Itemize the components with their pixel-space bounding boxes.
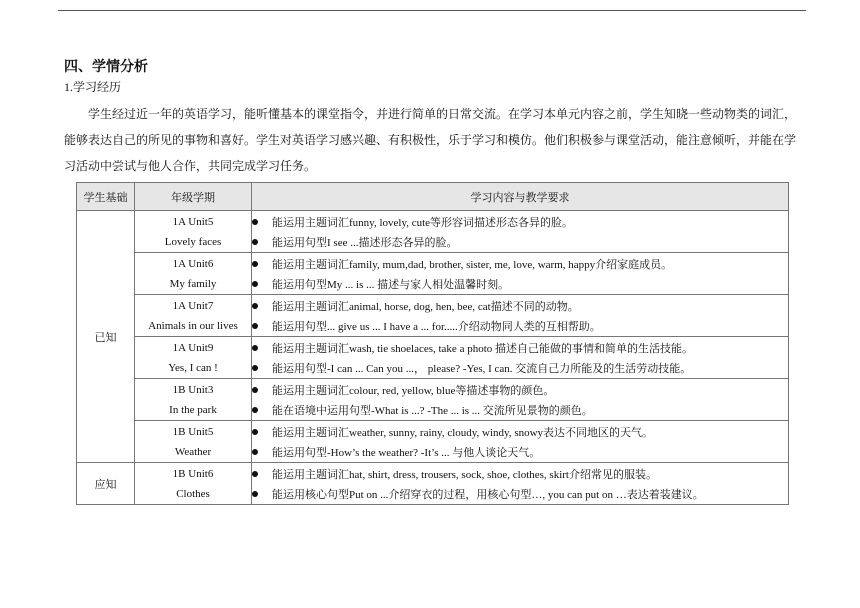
- group-should-know: 应知: [77, 463, 135, 505]
- unit-code: 1B Unit3: [172, 383, 214, 396]
- requirement-text: 能在语境中运用句型-What is ...? -The ... is ... 交流所见景物的颜色。: [272, 404, 593, 417]
- requirement-text: 能运用句型-How’s the weather? -It’s ... 与他人谈论天气。: [272, 446, 541, 459]
- list-item: [252, 274, 788, 294]
- bullet-icon: [252, 239, 258, 245]
- unit-cell: [135, 421, 252, 463]
- bullet-icon: [252, 323, 258, 329]
- header-grade-term: 年级学期: [135, 183, 252, 211]
- table-row: [77, 337, 789, 379]
- unit-cell: [135, 337, 252, 379]
- list-item: [252, 442, 788, 462]
- table-row: [77, 253, 789, 295]
- requirements-cell: [252, 463, 789, 505]
- unit-code: 1B Unit5: [172, 425, 214, 438]
- unit-code: 1B Unit6: [172, 467, 214, 480]
- requirement-text: 能运用句型... give us ... I have a ... for.....介绍动物同人类的互相帮助。: [272, 320, 601, 333]
- list-item: [252, 296, 788, 316]
- list-item: [252, 338, 788, 358]
- table-row: [77, 379, 789, 421]
- bullet-icon: [252, 407, 258, 413]
- requirement-text: 能运用句型-I can ... Can you ...， please? -Yes, I can. 交流自己力所能及的生活劳动技能。: [272, 362, 692, 375]
- requirement-text: 能运用句型My ... is ... 描述与家人相处温馨时刻。: [272, 278, 510, 291]
- table-row: [77, 295, 789, 337]
- unit-title: Animals in our lives: [148, 319, 238, 332]
- bullet-icon: [252, 281, 258, 287]
- unit-title: Lovely faces: [164, 235, 222, 248]
- requirement-text: 能运用主题词汇weather, sunny, rainy, cloudy, windy, snowy表达不同地区的天气。: [272, 426, 654, 439]
- list-item: [252, 232, 788, 252]
- unit-title: Weather: [174, 445, 212, 458]
- bullet-icon: [252, 491, 258, 497]
- unit-cell: [135, 463, 252, 505]
- bullet-icon: [252, 429, 258, 435]
- list-item: [252, 358, 788, 378]
- table-header-row: [77, 183, 789, 211]
- unit-cell: [135, 253, 252, 295]
- list-item: [252, 254, 788, 274]
- list-item: [252, 484, 788, 504]
- unit-title: Clothes: [176, 487, 210, 500]
- list-item: [252, 400, 788, 420]
- requirement-text: 能运用主题词汇animal, horse, dog, hen, bee, cat描述不同的动物。: [272, 300, 579, 313]
- unit-code: 1A Unit9: [172, 341, 214, 354]
- list-item: [252, 380, 788, 400]
- bullet-icon: [252, 219, 258, 225]
- requirement-text: 能运用主题词汇family, mum,dad, brother, sister, me, love, warm, happy介绍家庭成员。: [272, 258, 673, 271]
- table-row: [77, 421, 789, 463]
- learning-content-table: [76, 182, 789, 505]
- requirements-cell: [252, 421, 789, 463]
- bullet-icon: [252, 449, 258, 455]
- bullet-icon: [252, 345, 258, 351]
- bullet-icon: [252, 303, 258, 309]
- requirement-text: 能运用主题词汇funny, lovely, cute等形容词描述形态各异的脸。: [272, 216, 574, 229]
- bullet-icon: [252, 261, 258, 267]
- header-rule: [58, 10, 806, 11]
- list-item: [252, 212, 788, 232]
- requirement-text: 能运用句型I see ...描述形态各异的脸。: [272, 236, 458, 249]
- list-item: [252, 422, 788, 442]
- list-item: [252, 316, 788, 336]
- section-title: 四、学情分析: [64, 59, 148, 75]
- table-row: [77, 211, 789, 253]
- bullet-icon: [252, 365, 258, 371]
- requirement-text: 能运用主题词汇hat, shirt, dress, trousers, sock, shoe, clothes, skirt介绍常见的服装。: [272, 468, 657, 481]
- requirement-text: 能运用主题词汇wash, tie shoelaces, take a photo 描述自己能做的事情和简单的生活技能。: [272, 342, 694, 355]
- table-row: [77, 463, 789, 505]
- requirements-cell: [252, 295, 789, 337]
- unit-title: My family: [169, 277, 217, 290]
- unit-cell: [135, 211, 252, 253]
- header-content-requirements: 学习内容与教学要求: [252, 183, 789, 211]
- unit-title: Yes, I can !: [168, 361, 218, 374]
- learning-experience-paragraph: 学生经过近一年的英语学习，能听懂基本的课堂指令，并进行简单的日常交流。在学习本单元内容之前，学生知晓一些动物类的词汇，能够表达自己的所见的事物和喜好。学生对英语学习感兴趣、有积极性，乐于学习和模仿。他们积极参与课堂活动，能注意倾听，并能在学习活动中尝试与他人合作，共同完成学习任务。: [64, 107, 797, 173]
- bullet-icon: [252, 387, 258, 393]
- list-item: [252, 464, 788, 484]
- unit-code: 1A Unit6: [172, 257, 214, 270]
- unit-code: 1A Unit5: [172, 215, 214, 228]
- requirements-cell: [252, 253, 789, 295]
- requirements-cell: [252, 337, 789, 379]
- header-student-base: 学生基础: [77, 183, 135, 211]
- requirement-text: 能运用主题词汇colour, red, yellow, blue等描述事物的颜色。: [272, 384, 555, 397]
- bullet-icon: [252, 471, 258, 477]
- subsection-title: 1.学习经历: [64, 80, 122, 94]
- requirements-cell: [252, 379, 789, 421]
- group-known: 已知: [77, 211, 135, 463]
- unit-title: In the park: [169, 403, 217, 416]
- requirements-cell: [252, 211, 789, 253]
- unit-code: 1A Unit7: [172, 299, 214, 312]
- unit-cell: [135, 379, 252, 421]
- unit-cell: [135, 295, 252, 337]
- requirement-text: 能运用核心句型Put on ...介绍穿衣的过程，用核心句型…, you can put on …表达着装建议。: [272, 488, 704, 501]
